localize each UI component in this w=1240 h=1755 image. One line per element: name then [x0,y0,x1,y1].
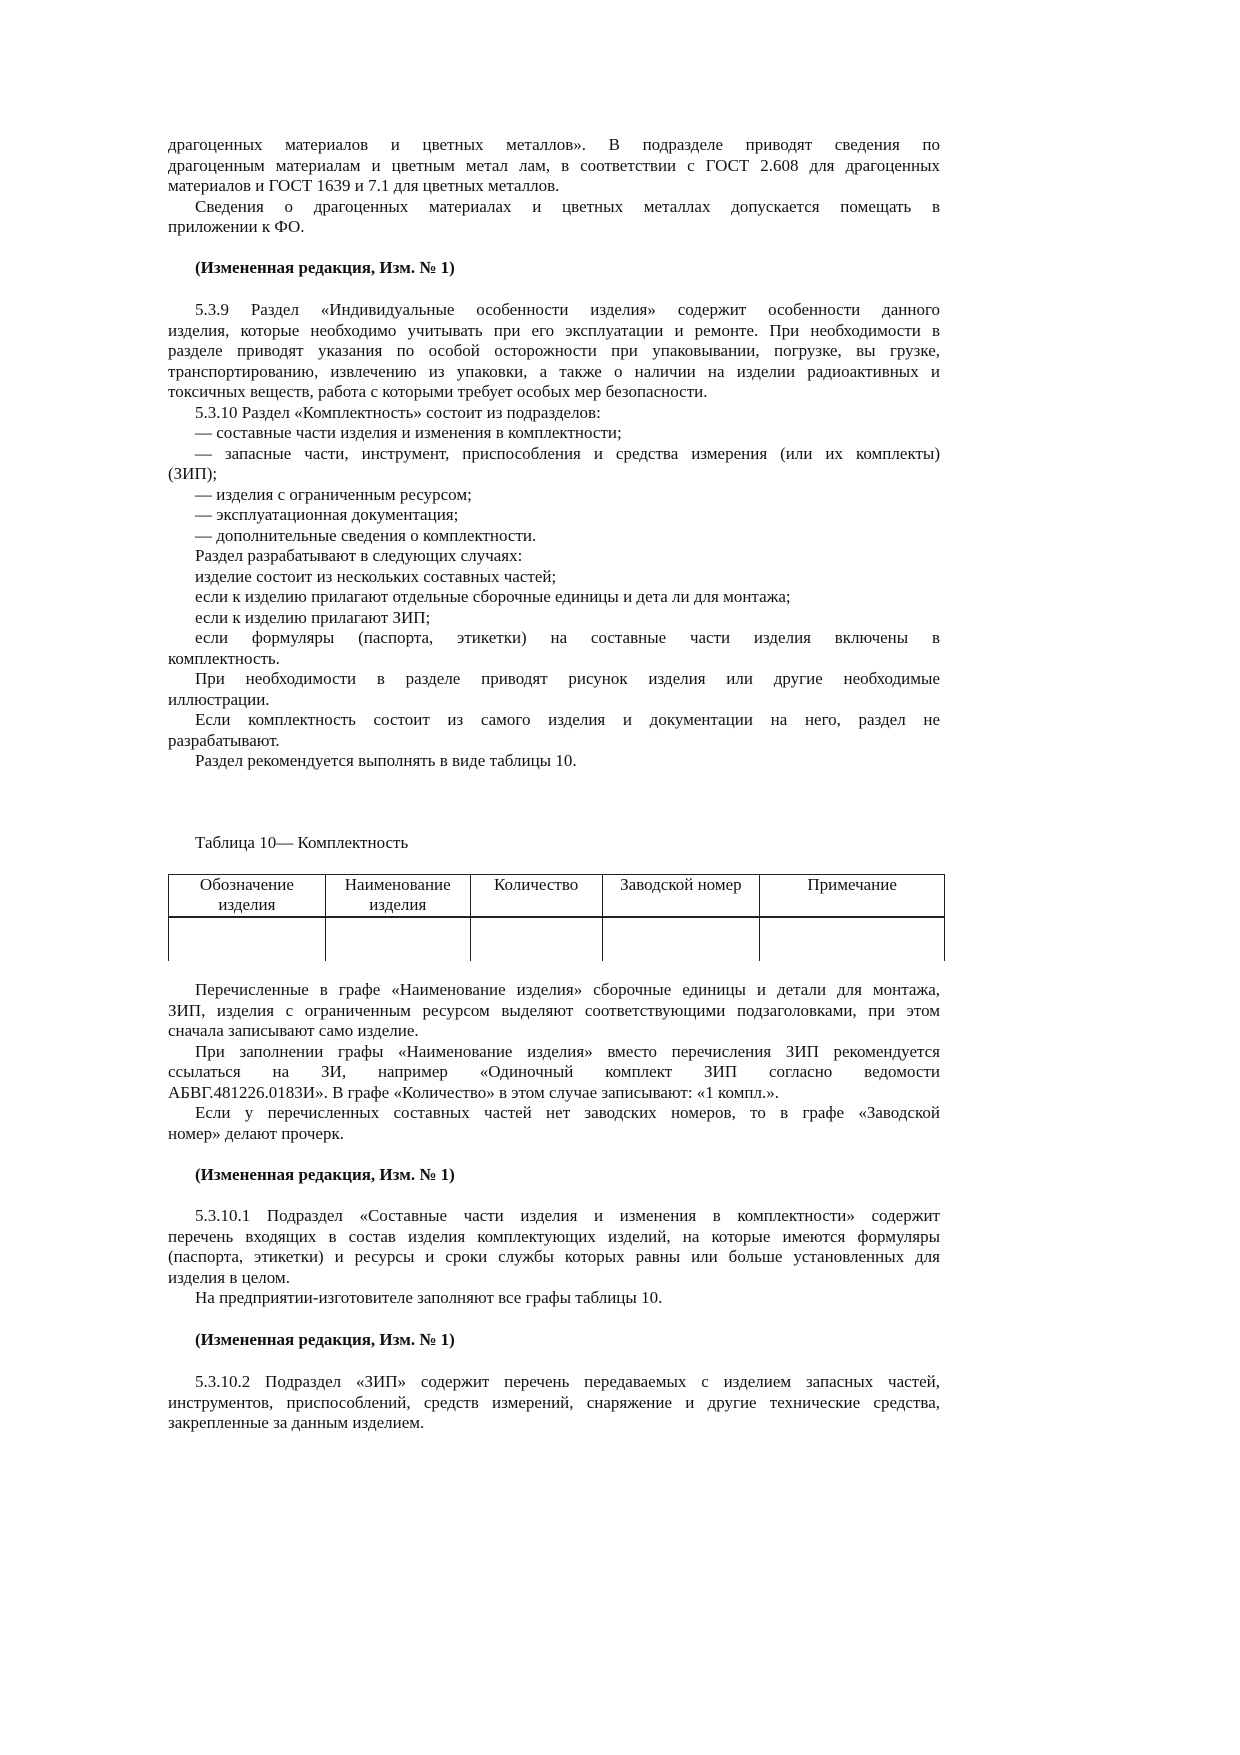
text-line: (ЗИП); [168,464,218,483]
table-cell [325,917,470,961]
text-line: сначала записывают само изделие. [168,1021,419,1040]
section-5-3-10-2 [168,1372,940,1434]
table-cell [602,917,760,961]
section-5-3-10-1 [168,1206,940,1309]
revision-note: (Измененная редакция, Изм. № 1) [195,258,455,277]
revision-note: (Измененная редакция, Изм. № 1) [195,1165,455,1184]
text-line: Раздел рекомендуется выполнять в виде таблицы 10. [195,751,577,770]
text-line: Если комплектность состоит из самого изделия и документации на него, раздел не [195,710,940,729]
header-note: Примечание [760,875,945,918]
text-line: — эксплуатационная документация; [195,505,459,524]
header-quantity: Количество [470,875,602,918]
text-line: При заполнении графы «Наименование изделия» вместо перечисления ЗИП рекомендуется [195,1041,940,1061]
text-line: — изделия с ограниченным ресурсом; [195,484,472,504]
section-after-table [168,980,940,1144]
text-line: — запасные части, инструмент, приспособления и средства измерения (или их комплекты) [195,443,940,463]
text-line: ссылаться на ЗИ, например «Одиночный комплект ЗИП согласно ведомости [168,1062,940,1081]
section-a [168,135,940,238]
header-designation: Обозначение изделия [169,875,326,918]
header-serial-number: Заводской номер [602,875,760,918]
text-line: перечень входящих в состав изделия комплектующих изделий, на которые имеются формуляры [168,1226,940,1246]
completeness-table [168,874,945,961]
text-line: номер» делают прочерк. [168,1123,344,1143]
text-line: разделе приводят указания по особой осторожности при упаковывании, погрузке, вы грузке, [168,341,940,360]
text-line: приложении к ФО. [168,217,305,236]
text-line: изделие состоит из нескольких составных частей; [195,566,557,586]
table-cell [169,917,326,961]
text-line: — составные части изделия и изменения в комплектности; [195,423,622,442]
text-line: Если у перечисленных составных частей нет заводских номеров, то в графе «Заводской [195,1103,940,1122]
text-line: Сведения о драгоценных материалах и цветных металлах допускается помещать в [195,196,940,216]
text-line: инструментов, приспособлений, средств измерений, снаряжение и другие технические средства, [168,1392,940,1412]
text-line: драгоценных материалов и цветных металлов». В подразделе приводят сведения по [168,135,940,154]
text-line: закрепленные за данным изделием. [168,1413,425,1432]
text-line: иллюстрации. [168,689,270,709]
text-line: 5.3.10 Раздел «Комплектность» состоит из подразделов: [195,402,601,422]
text-line: если к изделию прилагают ЗИП; [195,607,431,627]
text-line: (паспорта, этикетки) и ресурсы и сроки службы которых равны или больше установленных для [168,1247,940,1266]
text-line: разрабатывают. [168,730,280,750]
table-caption: Таблица 10— Комплектность [195,833,409,852]
text-line: если формуляры (паспорта, этикетки) на составные части изделия включены в [195,628,940,647]
text-line: 5.3.10.2 Подраздел «ЗИП» содержит перечень передаваемых с изделием запасных частей, [195,1372,940,1391]
revision-note: (Измененная редакция, Изм. № 1) [195,1330,455,1349]
text-line: При необходимости в разделе приводят рисунок изделия или другие необходимые [195,669,940,688]
text-line: 5.3.10.1 Подраздел «Составные части изделия и изменения в комплектности» содержит [195,1206,940,1225]
text-line: транспортированию, извлечению из упаковки, а также о наличии на изделии радиоактивных и [168,361,940,381]
text-line: комплектность. [168,648,280,668]
text-line: Перечисленные в графе «Наименование изделия» сборочные единицы и детали для монтажа, [195,980,940,999]
text-line: ЗИП, изделия с ограниченным ресурсом выделяют соответствующими подзаголовками, при этом [168,1000,940,1020]
text-line: Раздел разрабатывают в следующих случаях: [195,546,523,565]
text-line: изделия, которые необходимо учитывать при его эксплуатации и ремонте. При необходимости в [168,320,940,340]
text-line: — дополнительные сведения о комплектности. [195,525,537,545]
text-line: материалов и ГОСТ 1639 и 7.1 для цветных металлов. [168,176,560,195]
text-line: изделия в целом. [168,1267,290,1287]
table-cell [760,917,945,961]
header-name: Наименование изделия [325,875,470,918]
table-row [169,917,945,961]
text-line: АБВГ.481226.0183И». В графе «Количество» в этом случае записывают: «1 компл.». [168,1082,779,1102]
table-header-row [169,875,945,918]
text-line: драгоценным материалам и цветным метал лам, в соответствии с ГОСТ 2.608 для драгоценных [168,155,940,175]
text-line: На предприятии-изготовителе заполняют все графы таблицы 10. [195,1288,663,1307]
table-cell [470,917,602,961]
text-line: если к изделию прилагают отдельные сборочные единицы и дета ли для монтажа; [195,587,791,606]
text-line: 5.3.9 Раздел «Индивидуальные особенности изделия» содержит особенности данного [195,300,940,319]
section-5-3-9 [168,300,940,772]
text-line: токсичных веществ, работа с которыми требует особых мер безопасности. [168,382,708,401]
